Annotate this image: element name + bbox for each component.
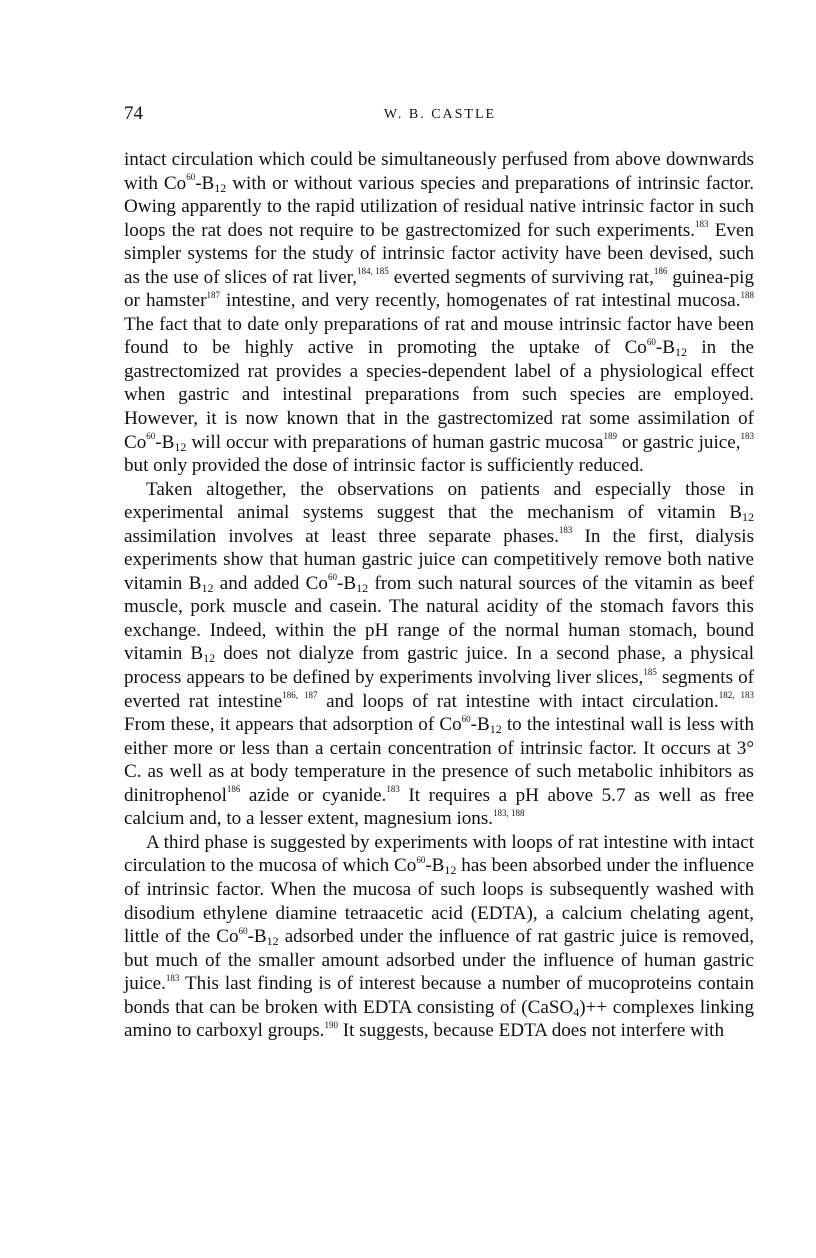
text-run: assimilation involves at least three separate phases.: [124, 525, 559, 547]
text-run: Even simpler systems for the study of intrinsic factor activity have been devised, such as the use of slices of rat liver,: [124, 219, 754, 288]
text-run: Taken altogether, the observations on patients and especially those in experimental animal systems suggest that the mechanism of vitamin B: [124, 478, 754, 524]
text-run: This last finding is of interest because a number of mucoproteins contain bonds that can be broken with EDTA consisting of (CaSO: [124, 973, 754, 1018]
page-header: [124, 103, 756, 129]
text-run: -B: [470, 714, 490, 736]
superscript: 182, 183: [718, 690, 755, 701]
text-run: segments of everted rat intestine: [124, 667, 754, 712]
running-head: W. B. CASTLE: [383, 107, 497, 122]
text-run: with or without various species and preparations of intrinsic factor. Owing apparently to the rapid utilization of residual native intrinsic factor in such loops the rat does not require to be gastrectomized for such experiments.: [124, 172, 754, 241]
superscript: 60: [238, 925, 248, 936]
superscript: 183: [740, 431, 755, 442]
text-run: adsorbed under the influence of rat gastric juice is removed, but much of the smaller amount adsorbed under the influence of human gastric juice.: [124, 926, 754, 995]
subscript: 12: [201, 580, 214, 595]
superscript: 186: [653, 266, 668, 277]
text-run: In the first, dialysis experiments show that human gastric juice can competitively remove both native vitamin B: [124, 525, 754, 594]
text-run: will occur with preparations of human gastric mucosa: [186, 431, 604, 453]
superscript: 183: [165, 972, 180, 983]
superscript: 185: [643, 666, 657, 677]
subscript: 12: [266, 934, 279, 949]
subscript: 12: [444, 863, 457, 878]
superscript: 60: [416, 855, 426, 866]
paragraph: [124, 148, 754, 478]
superscript: 188: [740, 289, 755, 300]
superscript: 183: [558, 525, 573, 536]
text-run: The fact that to date only preparations of rat and mouse intrinsic factor have been found to be highly active in promoting the uptake of Co: [124, 313, 754, 359]
superscript: 190: [324, 1019, 338, 1030]
superscript: 60: [146, 431, 156, 442]
text-run: From these, it appears that adsorption of Co: [124, 714, 462, 736]
subscript: 4: [573, 1004, 580, 1019]
text-run: -B: [195, 172, 215, 194]
subscript: 12: [356, 580, 369, 595]
text-run: -B: [155, 431, 175, 453]
text-run: to the intestinal wall is less with either more or less than a certain concentration of intrinsic factor. It occurs at 3° C. as well as at body temperature in the presence of such metabolic inhibitors as dinitrophenol: [124, 714, 754, 806]
subscript: 12: [742, 510, 754, 525]
text-run: and loops of rat intestine with intact circulation.: [317, 690, 719, 712]
text-run: -B: [655, 337, 675, 359]
superscript: 60: [186, 172, 196, 183]
text-run: It requires a pH above 5.7 as well as free calcium and, to a lesser extent, magnesium ions.: [124, 784, 754, 830]
text-run: azide or cyanide.: [240, 784, 387, 806]
page-number: 74: [124, 103, 143, 124]
subscript: 12: [174, 439, 187, 454]
text-run: but only provided the dose of intrinsic factor is sufficiently reduced.: [124, 455, 644, 477]
text-run: has been absorbed under the influence of intrinsic factor. When the mucosa of such loops is subsequently washed with disodium ethylene diamine tetraacetic acid (EDTA), a calcium chelating agent, little of the Co: [124, 855, 754, 948]
text-run: -B: [425, 855, 445, 877]
superscript: 184, 185: [356, 266, 389, 277]
superscript: 183, 188: [493, 807, 525, 818]
superscript: 187: [206, 289, 220, 300]
body-text: [124, 148, 754, 1043]
text-run: intact circulation which could be simultaneously perfused from above downwards with Co: [124, 149, 754, 194]
paragraph: [124, 478, 754, 831]
text-run: from such natural sources of the vitamin as beef muscle, pork muscle and casein. The natural acidity of the stomach favors this exchange. Indeed, within the pH range of the normal human stomach, bound vitamin B: [124, 572, 755, 665]
superscript: 183: [386, 784, 400, 795]
subscript: 12: [674, 345, 687, 360]
text-run: guinea-pig or hamster: [124, 266, 755, 312]
text-run: intestine, and very recently, homogenates of rat intestinal mucosa.: [219, 290, 741, 312]
text-run: -B: [336, 572, 357, 594]
paragraph: [124, 831, 754, 1043]
superscript: 60: [646, 337, 656, 348]
text-run: everted segments of surviving rat,: [388, 266, 654, 288]
superscript: 60: [461, 713, 471, 724]
superscript: 186: [226, 784, 241, 795]
text-run: in the gastrectomized rat provides a species-dependent label of a physiological effect when gastric and intestinal preparations from such species are employed. However, it is now known that in the gastrectomized rat some assimilation of Co: [124, 337, 754, 453]
superscript: 189: [603, 431, 617, 442]
subscript: 12: [489, 722, 502, 737]
text-run: It suggests, because EDTA does not interfere with: [337, 1020, 725, 1042]
superscript: 60: [327, 572, 337, 583]
text-run: -B: [247, 926, 267, 948]
subscript: 12: [203, 651, 216, 666]
superscript: 186, 187: [282, 690, 318, 701]
text-run: or gastric juice,: [616, 431, 741, 453]
superscript: 183: [695, 219, 709, 230]
text-run: )++ complexes linking amino to carboxyl groups.: [124, 996, 754, 1042]
text-run: does not dialyze from gastric juice. In a second phase, a physical process appears to be defined by experiments involving liver slices,: [124, 643, 755, 689]
text-run: and added Co: [213, 572, 328, 594]
text-run: A third phase is suggested by experiments with loops of rat intestine with intact circulation to the mucosa of which Co: [124, 831, 754, 877]
subscript: 12: [214, 180, 227, 195]
